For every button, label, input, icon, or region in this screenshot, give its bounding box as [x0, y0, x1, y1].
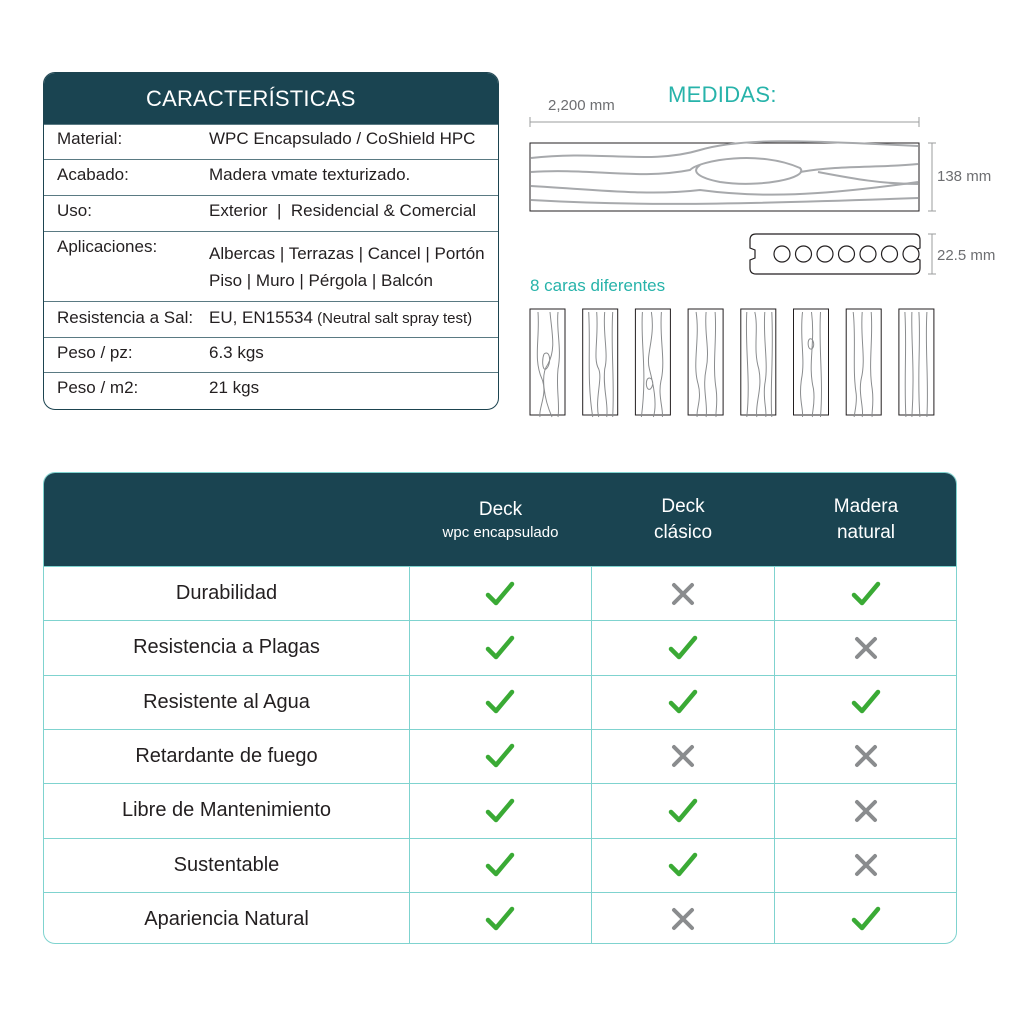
medidas-drawing — [0, 0, 1024, 440]
spec-label: Acabado: — [57, 165, 129, 184]
wood-face-outline — [530, 309, 565, 415]
spec-label: Uso: — [57, 201, 92, 220]
comparison-row — [44, 892, 956, 944]
length-dimension: 2,200 mm — [548, 97, 615, 114]
column-divider — [774, 566, 775, 943]
comparison-row — [44, 675, 956, 729]
cross-icon — [850, 795, 882, 827]
check-icon — [667, 849, 699, 881]
comparison-cell — [774, 676, 957, 729]
width-dimension: 138 mm — [937, 168, 992, 185]
profile-hole — [774, 246, 790, 262]
spec-value-line2: Piso | Muro | Pérgola | Balcón — [209, 271, 433, 290]
comparison-row-label: Apariencia Natural — [144, 907, 309, 930]
comparison-cell — [592, 621, 774, 674]
faces-group — [530, 309, 934, 417]
column-title: Madera — [833, 495, 899, 517]
wood-face — [846, 309, 881, 417]
medidas-title: MEDIDAS: — [668, 82, 777, 107]
wood-face — [899, 309, 934, 417]
profile-hole — [796, 246, 812, 262]
comparison-row-label: Retardante de fuego — [135, 744, 318, 767]
comparison-cell — [409, 784, 591, 837]
profile-hole — [882, 246, 898, 262]
wood-face-outline — [635, 309, 670, 415]
comparison-cell — [774, 730, 957, 783]
comparison-row-label: Sustentable — [173, 853, 280, 876]
column-header-madera — [774, 473, 957, 566]
comparison-cell — [409, 621, 591, 674]
comparison-cell — [592, 784, 774, 837]
comparison-cell — [774, 784, 957, 837]
comparison-row — [44, 783, 956, 837]
comparison-row — [44, 566, 956, 620]
column-divider — [409, 566, 410, 943]
cross-icon — [850, 849, 882, 881]
length-dimension-line — [530, 117, 919, 127]
check-icon — [667, 632, 699, 664]
cross-icon — [667, 740, 699, 772]
spec-value: WPC Encapsulado / CoShield HPC — [209, 129, 476, 148]
wood-face-outline — [899, 309, 934, 415]
comparison-cell — [592, 567, 774, 620]
cross-icon — [850, 632, 882, 664]
comparison-table — [43, 472, 957, 944]
comparison-cell — [409, 676, 591, 729]
comparison-cell — [592, 730, 774, 783]
thickness-dimension-line — [928, 234, 936, 274]
width-dimension-line — [928, 143, 936, 211]
wood-face — [635, 309, 670, 417]
check-icon — [484, 632, 516, 664]
cross-icon — [667, 903, 699, 935]
check-icon — [484, 686, 516, 718]
spec-label: Resistencia a Sal: — [57, 308, 194, 327]
cross-icon — [667, 578, 699, 610]
profile-holes — [774, 246, 919, 262]
comparison-row — [44, 729, 956, 783]
comparison-cell — [774, 839, 957, 892]
check-icon — [850, 578, 882, 610]
specs-title: CARACTERÍSTICAS — [44, 73, 498, 124]
comparison-row-label: Resistencia a Plagas — [133, 636, 320, 659]
check-icon — [484, 578, 516, 610]
spec-label: Peso / m2: — [57, 378, 139, 397]
column-subtitle: clásico — [653, 521, 713, 543]
spec-label: Peso / pz: — [57, 343, 133, 362]
wood-face — [583, 309, 618, 417]
column-divider — [591, 566, 592, 943]
spec-label: Aplicaciones: — [57, 237, 158, 256]
column-header-wpc — [409, 473, 592, 566]
comparison-row — [44, 620, 956, 674]
profile-hole — [860, 246, 876, 262]
spec-value-main: EU, EN15534 — [209, 308, 313, 327]
comparison-cell — [774, 621, 957, 674]
column-title: Deck — [478, 498, 523, 520]
check-icon — [484, 795, 516, 827]
spec-value: 21 kgs — [209, 378, 260, 397]
column-header-clasico — [592, 473, 774, 566]
comparison-cell — [592, 839, 774, 892]
comparison-row — [44, 838, 956, 892]
wood-face-outline — [846, 309, 881, 415]
comparison-cell — [592, 893, 774, 944]
comparison-row-label: Durabilidad — [175, 582, 278, 604]
cross-icon — [850, 740, 882, 772]
spec-value: Madera vmate texturizado. — [209, 165, 411, 184]
spec-value: Exterior | Residencial & Comercial — [209, 201, 477, 220]
comparison-cell — [409, 839, 591, 892]
spec-value-note: (Neutral salt spray test) — [312, 310, 473, 327]
wood-face — [688, 309, 723, 417]
comparison-cell — [774, 567, 957, 620]
column-subtitle: wpc encapsulado — [442, 523, 559, 541]
comparison-cell — [409, 730, 591, 783]
check-icon — [850, 686, 882, 718]
wood-face — [794, 309, 829, 417]
comparison-row-label: Libre de Mantenimiento — [121, 799, 331, 822]
wood-face — [741, 309, 776, 417]
check-icon — [484, 903, 516, 935]
faces-title: 8 caras diferentes — [530, 276, 666, 295]
profile-hole — [839, 246, 855, 262]
spec-value: Albercas | Terrazas | Cancel | Portón — [209, 244, 485, 263]
comparison-row-label: Resistente al Agua — [143, 690, 310, 713]
check-icon — [667, 686, 699, 718]
wood-face — [530, 309, 565, 417]
column-subtitle: natural — [836, 521, 896, 543]
profile-hole — [817, 246, 833, 262]
comparison-cell — [409, 567, 591, 620]
check-icon — [667, 795, 699, 827]
check-icon — [484, 740, 516, 772]
check-icon — [484, 849, 516, 881]
profile-hole — [903, 246, 919, 262]
comparison-cell — [592, 676, 774, 729]
spec-label: Material: — [57, 129, 123, 148]
comparison-cell — [409, 893, 591, 944]
check-icon — [850, 903, 882, 935]
plank-top-view — [530, 141, 919, 211]
comparison-cell — [774, 893, 957, 944]
column-title: Deck — [661, 495, 705, 517]
spec-value: 6.3 kgs — [209, 343, 264, 362]
thickness-dimension: 22.5 mm — [937, 247, 996, 264]
